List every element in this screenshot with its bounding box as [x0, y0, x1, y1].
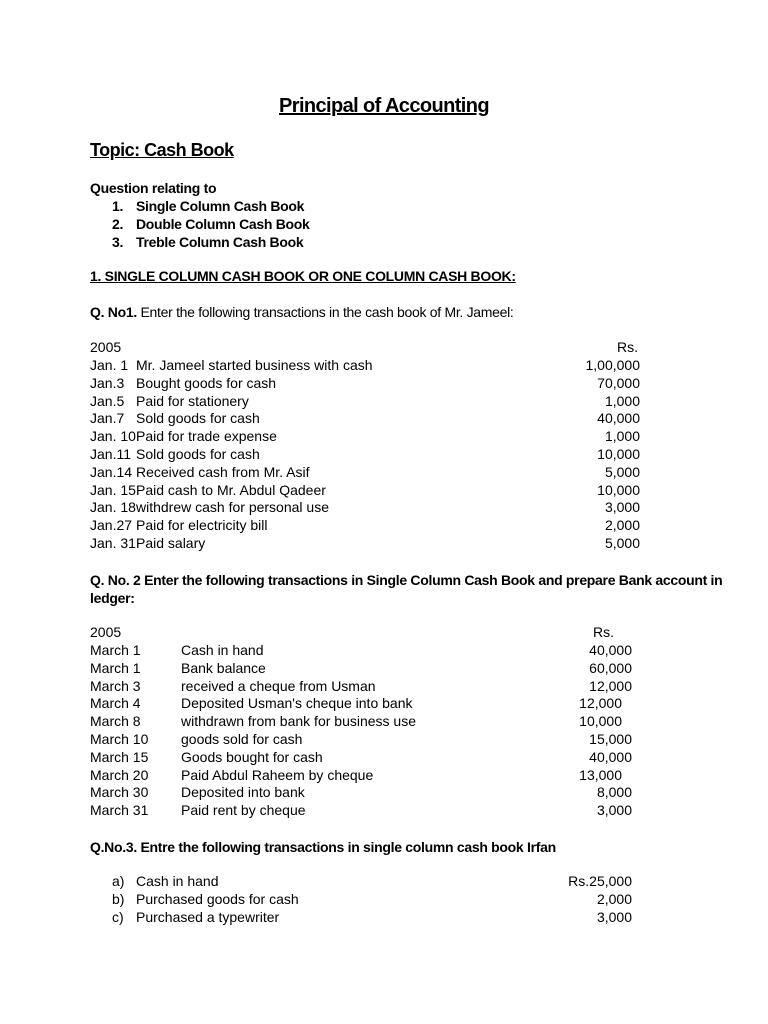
document-title: Principal of Accounting — [279, 95, 489, 117]
question-1-heading — [90, 304, 514, 320]
row-description: received a cheque from Usman — [181, 677, 376, 694]
row-date: March 1 — [90, 659, 141, 676]
row-description: Deposited into bank — [181, 784, 305, 801]
row-description: Paid rent by cheque — [181, 802, 306, 819]
row-date: March 3 — [90, 677, 141, 694]
currency-label: Rs. — [593, 624, 614, 640]
table-row — [90, 802, 632, 820]
row-date: March 30 — [90, 784, 149, 801]
row-date: March 4 — [90, 695, 141, 712]
row-description: Bank balance — [181, 659, 266, 676]
row-amount: 60,000 — [589, 659, 632, 676]
row-date: Jan.27 — [90, 517, 133, 534]
row-description: Mr. Jameel started business with cash — [136, 357, 373, 373]
row-description: Deposited Usman's cheque into bank — [181, 695, 413, 712]
row-amount: 10,000 — [597, 481, 640, 498]
row-amount: 2,000 — [604, 517, 640, 534]
item-amount: 2,000 — [596, 890, 632, 907]
year-label: 2005 — [90, 339, 122, 355]
table-row — [90, 410, 640, 428]
currency-label: Rs. — [617, 339, 638, 355]
question-text: Enter the following transactions in the cash book of Mr. Jameel: — [136, 304, 514, 320]
row-amount: 12,000 — [579, 695, 622, 712]
row-amount: 8,000 — [596, 784, 632, 801]
list-item — [112, 873, 632, 891]
row-amount: 1,000 — [604, 428, 640, 445]
list-item — [112, 198, 305, 214]
item-description: Purchased goods for cash — [136, 890, 299, 907]
row-description: Paid cash to Mr. Abdul Qadeer — [136, 481, 326, 498]
row-amount: 15,000 — [589, 731, 632, 747]
table-row — [90, 428, 640, 446]
row-date: Jan.11 — [90, 446, 131, 462]
row-description: Sold goods for cash — [136, 446, 260, 462]
question-3-heading: Q.No.3. Entre the following transactions in single column cash book Irfan — [90, 839, 556, 855]
item-letter: a) — [112, 873, 125, 889]
row-description: goods sold for cash — [181, 731, 303, 747]
list-number: 2. — [112, 216, 124, 232]
row-date: Jan.7 — [90, 410, 125, 427]
row-description: Paid for trade expense — [136, 428, 277, 445]
row-date: March 20 — [90, 766, 149, 783]
table-row — [90, 660, 632, 678]
list-item — [112, 216, 310, 232]
row-date: March 31 — [90, 802, 149, 819]
row-description: Paid for electricity bill — [136, 517, 268, 534]
table-row — [90, 535, 640, 553]
row-amount: 10,000 — [579, 713, 622, 730]
table-row — [90, 642, 632, 660]
row-amount: 5,000 — [604, 535, 640, 551]
question-intro: Question relating to — [90, 180, 217, 196]
row-description: Paid salary — [136, 535, 206, 551]
row-amount: 10,000 — [597, 446, 640, 462]
row-date: Jan. 18 — [90, 499, 136, 516]
list-number: 1. — [112, 198, 124, 214]
list-number: 3. — [112, 234, 124, 250]
table-row — [90, 464, 640, 482]
row-amount: 40,000 — [597, 410, 640, 427]
list-text: Treble Column Cash Book — [136, 234, 304, 250]
list-item — [112, 891, 632, 909]
row-amount: 12,000 — [589, 677, 632, 694]
list-text: Double Column Cash Book — [136, 216, 310, 232]
row-amount: 1,00,000 — [585, 357, 640, 373]
item-letter: c) — [112, 908, 124, 925]
table-row — [90, 749, 632, 767]
row-amount: 13,000 — [579, 766, 622, 783]
row-description: Sold goods for cash — [136, 410, 260, 427]
table-row — [90, 375, 640, 393]
table-row — [90, 767, 632, 785]
q1-header-row — [90, 339, 650, 357]
row-description: Cash in hand — [181, 642, 264, 658]
q2-header-row — [90, 624, 622, 642]
row-amount: 3,000 — [604, 499, 640, 516]
list-item — [112, 909, 632, 927]
row-description: withdrawn from bank for business use — [181, 713, 416, 730]
table-row — [90, 731, 632, 749]
question-2-heading-cont: ledger: — [90, 590, 135, 606]
year-label: 2005 — [90, 624, 122, 640]
row-amount: 40,000 — [589, 642, 632, 658]
table-row — [90, 357, 640, 375]
row-date: Jan.3 — [90, 374, 125, 391]
topic-heading: Topic: Cash Book — [90, 140, 234, 160]
row-amount: 70,000 — [597, 374, 640, 391]
question-2-heading: Q. No. 2 Enter the following transactions in Single Column Cash Book and prepare Bank account in — [90, 572, 723, 588]
row-description: Paid Abdul Raheem by cheque — [181, 766, 374, 783]
row-date: Jan. 10 — [90, 428, 136, 445]
table-row — [90, 499, 640, 517]
row-amount: 1,000 — [604, 392, 640, 409]
row-amount: 40,000 — [589, 748, 632, 765]
table-row — [90, 393, 640, 411]
row-description: Goods bought for cash — [181, 748, 323, 765]
table-row — [90, 713, 632, 731]
row-date: March 8 — [90, 713, 141, 730]
row-description: Received cash from Mr. Asif — [136, 463, 310, 480]
row-date: March 10 — [90, 731, 149, 747]
table-row — [90, 695, 632, 713]
table-row — [90, 517, 640, 535]
question-label: Q. No1. — [90, 304, 137, 320]
table-row — [90, 482, 640, 500]
list-text: Single Column Cash Book — [136, 198, 305, 214]
item-description: Cash in hand — [136, 873, 219, 889]
item-amount: 3,000 — [596, 908, 632, 925]
row-amount: 5,000 — [604, 463, 640, 480]
table-row — [90, 446, 640, 464]
section-heading: 1. SINGLE COLUMN CASH BOOK OR ONE COLUMN CASH BOOK: — [90, 268, 516, 284]
row-amount: 3,000 — [596, 802, 632, 819]
item-description: Purchased a typewriter — [136, 908, 280, 925]
row-date: Jan. 31 — [90, 535, 136, 551]
table-row — [90, 784, 632, 802]
row-date: March 1 — [90, 642, 141, 658]
row-date: Jan.14 — [90, 463, 133, 480]
item-letter: b) — [112, 890, 125, 907]
row-description: Bought goods for cash — [136, 374, 277, 391]
row-description: Paid for stationery — [136, 392, 249, 409]
row-date: March 15 — [90, 748, 149, 765]
item-amount: Rs.25,000 — [568, 873, 632, 889]
row-description: withdrew cash for personal use — [136, 499, 329, 516]
list-item — [112, 234, 304, 250]
row-date: Jan. 1 — [90, 357, 129, 373]
row-date: Jan.5 — [90, 392, 125, 409]
table-row — [90, 678, 632, 696]
row-date: Jan. 15 — [90, 481, 136, 498]
